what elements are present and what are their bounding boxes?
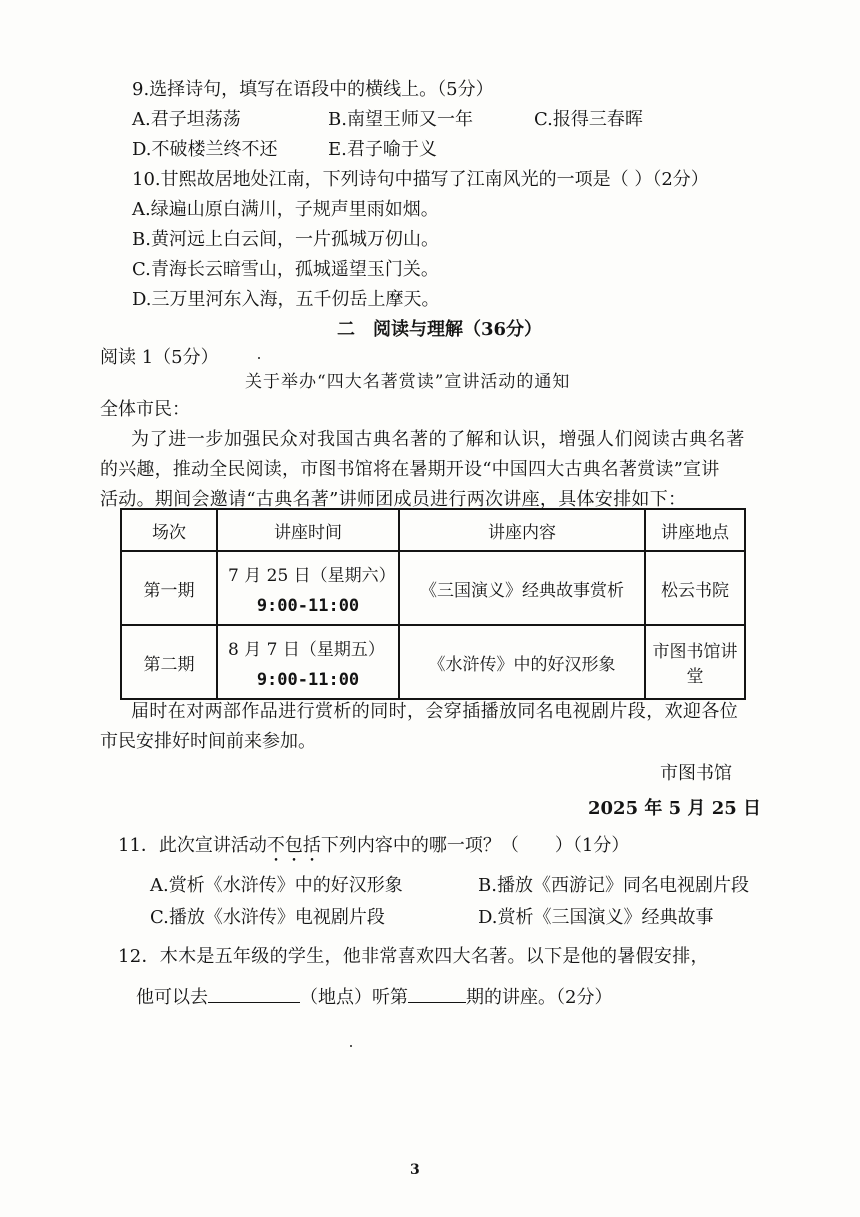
q12-place-blank[interactable] — [208, 984, 300, 1003]
scan-speck — [258, 357, 260, 359]
session-cell: 第一期 — [121, 551, 217, 625]
content-cell: 《三国演义》经典故事赏析 — [399, 551, 645, 625]
q9-option-a: A.君子坦荡荡 — [132, 109, 241, 130]
lecture-date: 7 月 25 日（星期六） — [228, 565, 396, 586]
q9-option-e: E.君子喻于义 — [328, 139, 437, 160]
notice-para1-line1: 为了进一步加强民众对我国古典名著的了解和认识，增强人们阅读古典名著 — [131, 429, 745, 450]
lecture-date: 8 月 7 日（星期五） — [228, 639, 385, 660]
q9-stem: 9.选择诗句，填写在语段中的横线上。（5分） — [132, 79, 494, 100]
table-row — [121, 625, 745, 699]
q12-line1: 12．木木是五年级的学生，他非常喜欢四大名著。以下是他的暑假安排， — [118, 946, 709, 967]
table-header-row — [121, 509, 745, 551]
q12-text-b: （地点）听第 — [300, 987, 408, 1008]
q12-text-c: 期的讲座。（2分） — [466, 987, 613, 1008]
q9-option-b: B.南望王师又一年 — [328, 109, 473, 130]
q10-option-b: B.黄河远上白云间，一片孤城万仞山。 — [132, 229, 439, 250]
time-cell — [217, 551, 399, 625]
notice-signature: 市图书馆 — [660, 763, 732, 784]
q10-option-d: D.三万里河东入海，五千仞岳上摩天。 — [132, 289, 440, 310]
page-number: 3 — [410, 1162, 420, 1178]
q11-option-d: D.赏析《三国演义》经典故事 — [478, 907, 714, 928]
q11-option-c: C.播放《水浒传》电视剧片段 — [150, 907, 385, 928]
notice-para1-line3: 活动。期间会邀请“古典名著”讲师团成员进行两次讲座，具体安排如下： — [100, 489, 687, 510]
notice-para1-line2: 的兴趣，推动全民阅读，市图书馆将在暑期开设“中国四大古典名著赏读”宣讲 — [100, 459, 720, 480]
q9-option-c: C.报得三春晖 — [534, 109, 643, 130]
table-header: 讲座时间 — [217, 509, 399, 551]
q9-option-d: D.不破楼兰终不还 — [132, 139, 278, 160]
q10-stem: 10.甘熙故居地处江南，下列诗句中描写了江南风光的一项是（ ）（2分） — [132, 169, 709, 190]
lecture-time: 9:00-11:00 — [256, 595, 360, 616]
q11-stem — [118, 834, 629, 866]
q10-option-a: A.绿遍山原白满川，子规声里雨如烟。 — [132, 199, 439, 220]
place-cell: 市图书馆讲堂 — [645, 625, 745, 699]
table-header: 场次 — [121, 509, 217, 551]
q10-option-c: C.青海长云暗雪山，孤城遥望玉门关。 — [132, 259, 439, 280]
table-row — [121, 551, 745, 625]
notice-para2-line2: 市民安排好时间前来参加。 — [100, 731, 316, 752]
place-cell: 松云书院 — [645, 551, 745, 625]
notice-salutation: 全体市民： — [100, 399, 190, 420]
table-header: 讲座内容 — [399, 509, 645, 551]
schedule-table — [120, 508, 746, 700]
notice-title: 关于举办“四大名著赏读”宣讲活动的通知 — [245, 372, 571, 392]
q12-line2 — [136, 984, 612, 1010]
notice-date: 2025 年 5 月 25 日 — [588, 798, 762, 819]
lecture-time: 9:00-11:00 — [256, 669, 360, 690]
q11-option-a: A.赏析《水浒传》中的好汉形象 — [150, 875, 403, 896]
q11-option-b: B.播放《西游记》同名电视剧片段 — [478, 875, 749, 896]
section-title: 二 阅读与理解（36分） — [337, 319, 543, 340]
q12-text-a: 他可以去 — [136, 987, 208, 1008]
table-header: 讲座地点 — [645, 509, 745, 551]
q11-stem-after: 下列内容中的哪一项？（ ）（1分） — [320, 835, 630, 856]
q11-stem-before: 11．此次宣讲活动 — [118, 835, 267, 856]
content-cell: 《水浒传》中的好汉形象 — [399, 625, 645, 699]
scan-speck — [350, 1045, 352, 1047]
q11-stem-emphasis: 不包括 — [266, 835, 321, 856]
time-cell — [217, 625, 399, 699]
reading-label: 阅读 1（5分） — [100, 347, 219, 368]
q12-session-blank[interactable] — [408, 984, 466, 1003]
notice-para2-line1: 届时在对两部作品进行赏析的同时，会穿插播放同名电视剧片段，欢迎各位 — [131, 701, 739, 722]
session-cell: 第二期 — [121, 625, 217, 699]
